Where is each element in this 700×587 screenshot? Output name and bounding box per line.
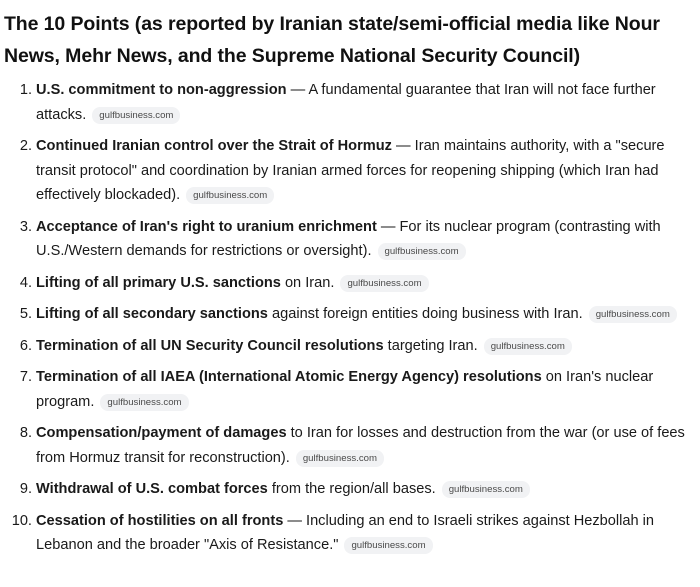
item-body [36, 509, 690, 558]
source-citation-chip[interactable]: gulfbusiness.com [442, 481, 530, 498]
item-body [36, 365, 690, 414]
source-citation-chip[interactable]: gulfbusiness.com [186, 187, 274, 204]
item-text: — Including an end to Israeli strikes against Hezbollah in Lebanon and the broader "Axis of Resistance." [36, 512, 655, 553]
list-item [4, 509, 690, 558]
item-body [36, 215, 690, 264]
item-text: to Iran for losses and destruction from the war (or use of fees from Hormuz transit for reconstruction). [36, 425, 685, 466]
list-item [4, 78, 690, 127]
section-heading: The 10 Points (as reported by Iranian state/semi-official media like Nour News, Mehr News, and the Supreme National Security Council) [4, 13, 660, 67]
item-number: 2. [19, 138, 32, 154]
item-heading: Cessation of hostilities on all fronts [36, 512, 284, 529]
item-body [36, 334, 690, 359]
item-number: 10. [11, 512, 32, 529]
source-citation-chip[interactable]: gulfbusiness.com [296, 450, 384, 467]
item-body [36, 78, 690, 127]
item-heading: Continued Iranian control over the Strait of Hormuz [36, 138, 392, 154]
list-item [4, 365, 690, 414]
item-body [36, 302, 690, 327]
item-body [36, 271, 690, 296]
item-body [36, 134, 690, 208]
item-heading: U.S. commitment to non-aggression [36, 82, 287, 98]
item-text: from the region/all bases. [267, 481, 436, 497]
item-text: — Iran maintains authority, with a "secure transit protocol" and coordination by Iranian armed forces for reopening shipping (which Iran had effectively blockaded). [36, 138, 665, 203]
source-citation-chip[interactable]: gulfbusiness.com [344, 537, 432, 554]
list-item [4, 302, 690, 327]
item-heading: Compensation/payment of damages [36, 425, 287, 441]
item-heading: Acceptance of Iran's right to uranium enrichment [36, 218, 377, 235]
item-number: 1. [19, 82, 32, 98]
source-citation-chip[interactable]: gulfbusiness.com [92, 107, 180, 124]
item-body [36, 477, 690, 502]
item-number: 4. [19, 274, 32, 291]
item-heading: Termination of all UN Security Council resolutions [36, 337, 384, 354]
source-citation-chip[interactable]: gulfbusiness.com [340, 275, 428, 292]
item-number: 6. [19, 337, 32, 354]
item-heading: Lifting of all primary U.S. sanctions [36, 274, 281, 291]
source-citation-chip[interactable]: gulfbusiness.com [589, 306, 677, 323]
item-number: 5. [19, 306, 32, 322]
item-text: — A fundamental guarantee that Iran will not face further attacks. [36, 82, 656, 123]
list-item [4, 271, 690, 296]
points-list [4, 78, 690, 558]
item-heading: Termination of all IAEA (International Atomic Energy Agency) resolutions [36, 369, 542, 385]
item-number: 8. [19, 425, 32, 441]
source-citation-chip[interactable]: gulfbusiness.com [100, 394, 188, 411]
list-item [4, 334, 690, 359]
list-item [4, 477, 690, 502]
item-body [36, 421, 690, 470]
item-heading: Lifting of all secondary sanctions [36, 306, 268, 322]
item-number: 3. [19, 218, 32, 235]
item-number: 7. [19, 369, 32, 385]
source-citation-chip[interactable]: gulfbusiness.com [378, 243, 466, 260]
item-number: 9. [19, 481, 32, 497]
item-text: — For its nuclear program (contrasting with U.S./Western demands for restrictions or oversight). [36, 218, 661, 259]
item-text: on Iran. [280, 274, 335, 291]
list-item [4, 215, 690, 264]
item-text: targeting Iran. [383, 337, 478, 354]
item-heading: Withdrawal of U.S. combat forces [36, 481, 268, 497]
item-text: on Iran's nuclear program. [36, 369, 654, 410]
source-citation-chip[interactable]: gulfbusiness.com [484, 338, 572, 355]
list-item [4, 421, 690, 470]
list-item [4, 134, 690, 208]
item-text: against foreign entities doing business with Iran. [267, 306, 583, 322]
